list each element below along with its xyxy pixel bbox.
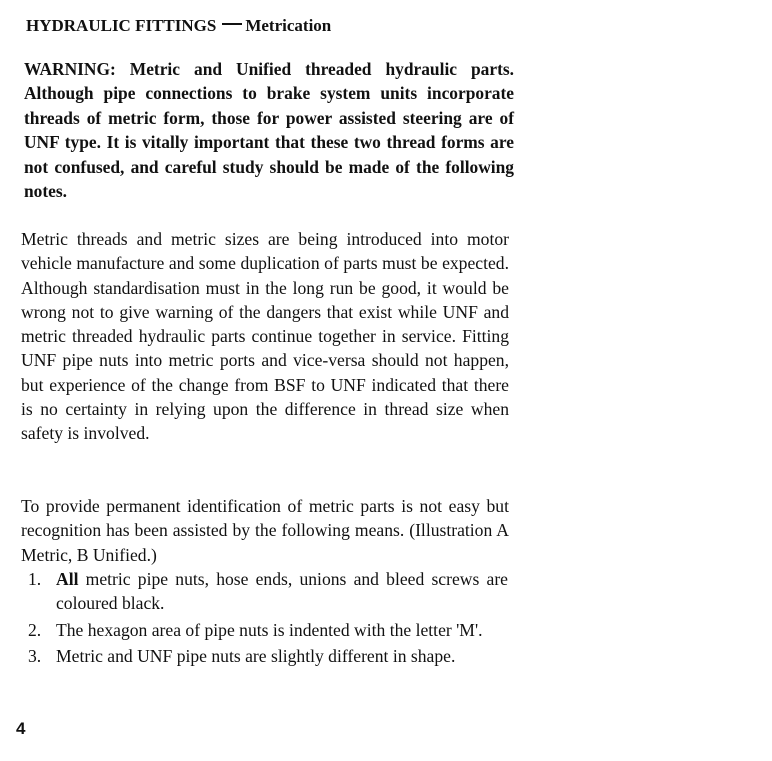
list-item-text: metric pipe nuts, hose ends, unions and bleed screws are coloured black. xyxy=(56,569,508,614)
list-item-number: 2. xyxy=(28,619,42,640)
list-item xyxy=(26,567,508,616)
list-item-number: 1. xyxy=(28,569,42,589)
title-dash xyxy=(222,23,242,25)
list-item xyxy=(26,618,508,642)
list-item-text: Metric and UNF pipe nuts are slightly different in shape. xyxy=(56,645,456,666)
body-paragraph-2: To provide permanent identification of metric parts is not easy but recognition has been assisted by the following means. (Illustration A Metric, B Unified.) xyxy=(21,496,509,565)
body-paragraph-1: Metric threads and metric sizes are being introduced into motor vehicle manufacture and some duplication of parts must be expected. Although standardisation must in the long run be good, it would be wrong not to give warning of the dangers that exist while UNF and metric threaded hydraulic parts continue together in service. Fitting UNF pipe nuts into metric ports and vice-versa should not happen, but experience of the change from BSF to UNF indicated that there is no certainty in relying upon the difference in thread size when safety is involved. xyxy=(21,229,509,444)
title-main: HYDRAULIC FITTINGS xyxy=(26,16,217,35)
page-number: 4 xyxy=(16,719,26,738)
list-item-number: 3. xyxy=(28,645,42,666)
page-title xyxy=(26,16,331,36)
list-item-lead: All xyxy=(56,569,79,589)
title-subtitle: Metrication xyxy=(245,16,332,35)
list-item-text: The hexagon area of pipe nuts is indented with the letter 'M'. xyxy=(56,619,483,640)
list-item xyxy=(26,644,508,668)
warning-paragraph: WARNING: Metric and Unified threaded hydraulic parts. Although pipe connections to brake system units incorporate threads of metric form, those for power assisted steering are of UNF type. It is vitally important that these two thread forms are not confused, and careful study should be made of the following notes. xyxy=(24,59,514,202)
identification-list xyxy=(26,567,508,670)
